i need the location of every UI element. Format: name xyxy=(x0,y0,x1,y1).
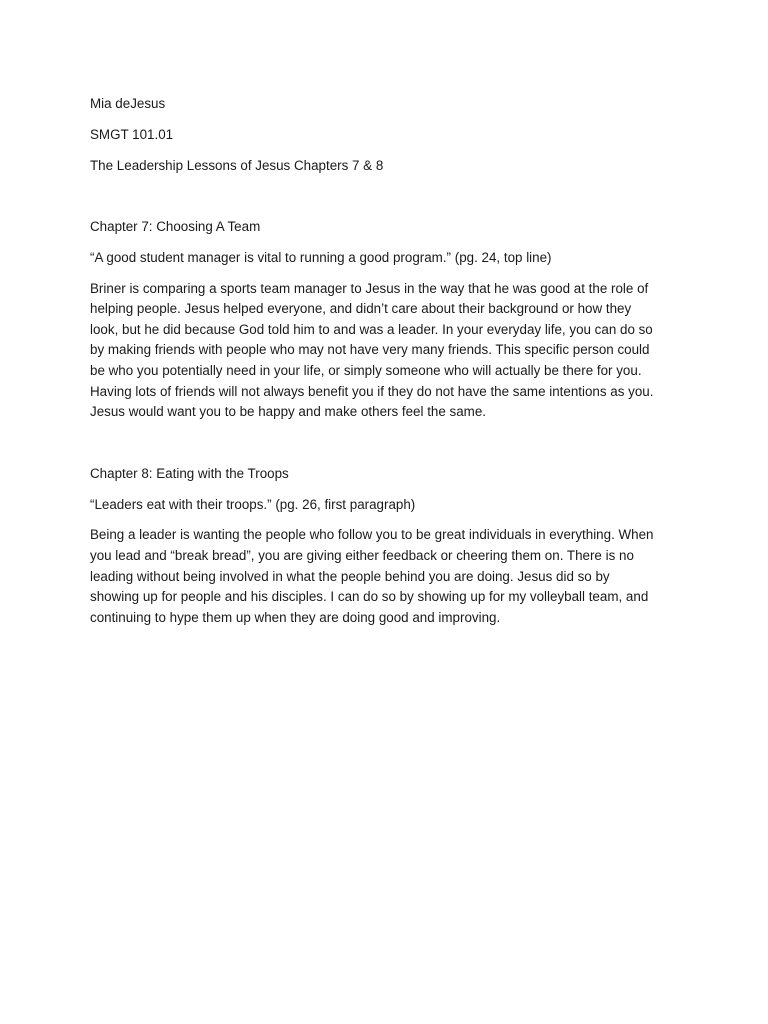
section-body xyxy=(90,525,680,628)
body-line: you lead and “break bread”, you are giving either feedback or cheering them on. There is no xyxy=(90,548,634,563)
body-line: showing up for people and his disciples. I can do so by showing up for my volleyball team, and xyxy=(90,589,649,605)
author-name: Mia deJesus xyxy=(90,96,166,111)
body-line: helping people. Jesus helped everyone, and didn’t care about their background or how they xyxy=(90,301,632,317)
body-line: Having lots of friends will not always benefit you if they do not have the same intentions as you. xyxy=(90,383,654,399)
body-line: Jesus would want you to be happy and make others feel the same. xyxy=(90,404,487,420)
body-line: look, but he did because God told him to and was a leader. In your everyday life, you can do so xyxy=(90,321,653,337)
section-heading: Chapter 8: Eating with the Troops xyxy=(90,465,289,481)
body-line: be who you potentially need in your life, or simply someone who will actually be there for you. xyxy=(90,363,642,379)
body-line: leading without being involved in what the people behind you are doing. Jesus did so by xyxy=(90,568,610,584)
section-body xyxy=(90,279,680,423)
section-chapter-8 xyxy=(90,464,680,629)
section-spacer xyxy=(90,433,680,464)
course-code: SMGT 101.01 xyxy=(90,126,174,142)
section-quote: “A good student manager is vital to running a good program.” (pg. 24, top line) xyxy=(90,249,552,265)
body-line: continuing to hype them up when they are doing good and improving. xyxy=(90,609,501,625)
body-line: Being a leader is wanting the people who follow you to be great individuals in everything. When xyxy=(90,527,654,543)
section-heading: Chapter 7: Choosing A Team xyxy=(90,219,261,235)
section-chapter-7 xyxy=(90,217,680,423)
document-title: The Leadership Lessons of Jesus Chapters 7 & 8 xyxy=(90,157,384,173)
body-line: by making friends with people who may not have very many friends. This specific person could xyxy=(90,342,650,358)
section-spacer xyxy=(90,186,680,217)
body-line: Briner is comparing a sports team manager to Jesus in the way that he was good at the role of xyxy=(90,280,649,296)
section-quote: “Leaders eat with their troops.” (pg. 26, first paragraph) xyxy=(90,496,416,512)
